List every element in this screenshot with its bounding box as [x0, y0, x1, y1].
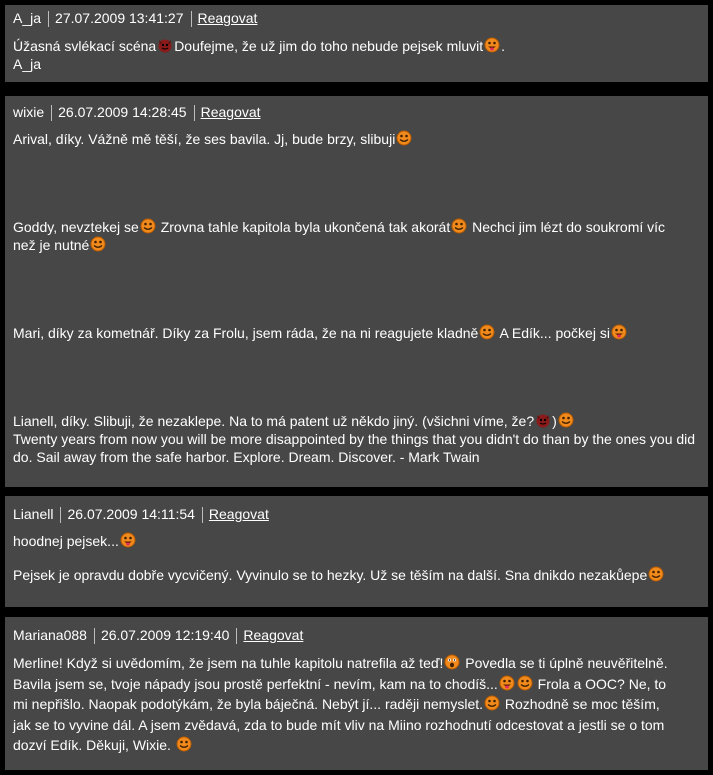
comment-date: 27.07.2009 13:41:27: [55, 10, 184, 26]
reply-link[interactable]: Reagovat: [200, 104, 261, 120]
comment-mariana088: [5, 617, 708, 770]
comment-signature: Twenty years from now you will be more disappointed by the things that you didn't do than by the ones you did do. Sail away from the safe harbor. Explore. Dream. Discover. - Mark Twain: [13, 431, 696, 465]
divider: [94, 628, 95, 644]
comment-author: wixie: [13, 104, 45, 120]
divider: [191, 11, 192, 27]
comment-text: Bavila jsem se, tvoje nápady jsou prostě perfektní - nevím, kam na to chodíš...: [13, 675, 498, 692]
divider: [51, 105, 52, 121]
divider: [202, 507, 203, 523]
comment-a-ja: [5, 5, 708, 82]
comment-date: 26.07.2009 14:11:54: [67, 506, 195, 522]
comment-text: Lianell, díky. Slibuji, že nezaklepe. Na to má patent už někdo jiný. (všichni víme, že?: [13, 413, 535, 429]
divider: [60, 507, 61, 523]
comment-body: [13, 527, 700, 584]
comment-date: 26.07.2009 12:19:40: [100, 627, 230, 643]
tongue-emoticon-icon: [484, 37, 500, 53]
smile-emoticon-icon: [396, 130, 412, 146]
smile-emoticon-icon: [176, 736, 192, 752]
comment-author: Mariana088: [13, 627, 87, 643]
comment-text: Frola a OOC? Ne, to: [533, 675, 667, 692]
reply-link[interactable]: Reagovat: [197, 10, 258, 26]
smile-emoticon-icon: [517, 675, 533, 691]
comment-header: [13, 99, 700, 125]
comment-text: Goddy, nevztekej se: [13, 219, 139, 235]
smile-emoticon-icon: [479, 324, 495, 340]
comment-header: [13, 622, 700, 648]
comment-text: Nechci jim lézt do soukromí víc: [468, 219, 666, 235]
surprised-emoticon-icon: [444, 654, 460, 670]
comment-body: [13, 31, 700, 73]
reply-link[interactable]: Reagovat: [243, 627, 304, 643]
divider: [236, 628, 237, 644]
tongue-emoticon-icon: [120, 532, 136, 548]
divider: [48, 11, 49, 27]
smile-emoticon-icon: [451, 218, 467, 234]
comment-text: A Edík... počkej si: [496, 325, 610, 341]
tongue-emoticon-icon: [611, 324, 627, 340]
comment-text: Úžasná svlékací scéna: [13, 38, 157, 54]
reply-link[interactable]: Reagovat: [208, 506, 269, 522]
comment-text: .: [501, 38, 506, 54]
smile-emoticon-icon: [648, 566, 664, 582]
comment-header: [13, 501, 700, 527]
comment-text: jak se to vyvine dál. A jsem zvědavá, zda to bude mít vliv na Miino rozhodnutí odcestovat a jestli se o tom: [13, 716, 665, 733]
comment-text: Arival, díky. Vážně mě těší, že ses bavila. Jj, bude brzy, slibuji: [13, 131, 396, 147]
smile-emoticon-icon: [558, 412, 574, 428]
smile-emoticon-icon: [140, 218, 156, 234]
comment-author: Lianell: [13, 506, 54, 522]
comment-author: A_ja: [13, 10, 42, 26]
comment-text: než je nutné: [13, 237, 90, 253]
comment-text: Rozhodně se moc těším,: [501, 696, 660, 712]
comment-text: Doufejme, že už jim do toho nebude pejsek mluvit: [174, 38, 484, 54]
comment-lianell: [5, 496, 708, 607]
comment-text: dozví Edík. Děkuji, Wixie.: [13, 737, 171, 753]
comment-text: Pejsek je opravdu dobře vycvičený. Vyvinulo se to hezky. Už se těším na další. Sna dnikdo nezakůepe: [13, 567, 648, 583]
comment-text: Zrovna tahle kapitola byla ukončená tak akorát: [156, 219, 451, 235]
tongue-emoticon-icon: [499, 675, 515, 691]
comment-body: [13, 648, 700, 756]
comment-wixie: [5, 96, 708, 487]
comment-text: hoodnej pejsek...: [13, 533, 119, 549]
smile-emoticon-icon: [90, 236, 106, 252]
smile-emoticon-icon: [484, 695, 500, 711]
comment-text: Povedla se ti úplně neuvěřitelně.: [461, 655, 668, 671]
comment-body: [13, 125, 700, 466]
comment-date: 26.07.2009 14:28:45: [58, 104, 187, 120]
comment-text: Merline! Když si uvědomím, že jsem na tuhle kapitolu natrefila až teď!: [13, 655, 444, 671]
devil-emoticon-icon: [535, 412, 551, 428]
comment-text: mi nepřišlo. Naopak podotýkám, že byla báječná. Nebýt jí... raději nemyslet.: [13, 696, 484, 712]
comment-text: Mari, díky za kometnář. Díky za Frolu, jsem ráda, že na ni reagujete kladně: [13, 325, 479, 341]
comment-header: [13, 5, 700, 31]
divider: [194, 105, 195, 121]
comment-signature: A_ja: [13, 56, 42, 72]
comment-text: ): [552, 413, 557, 429]
devil-emoticon-icon: [157, 37, 173, 53]
